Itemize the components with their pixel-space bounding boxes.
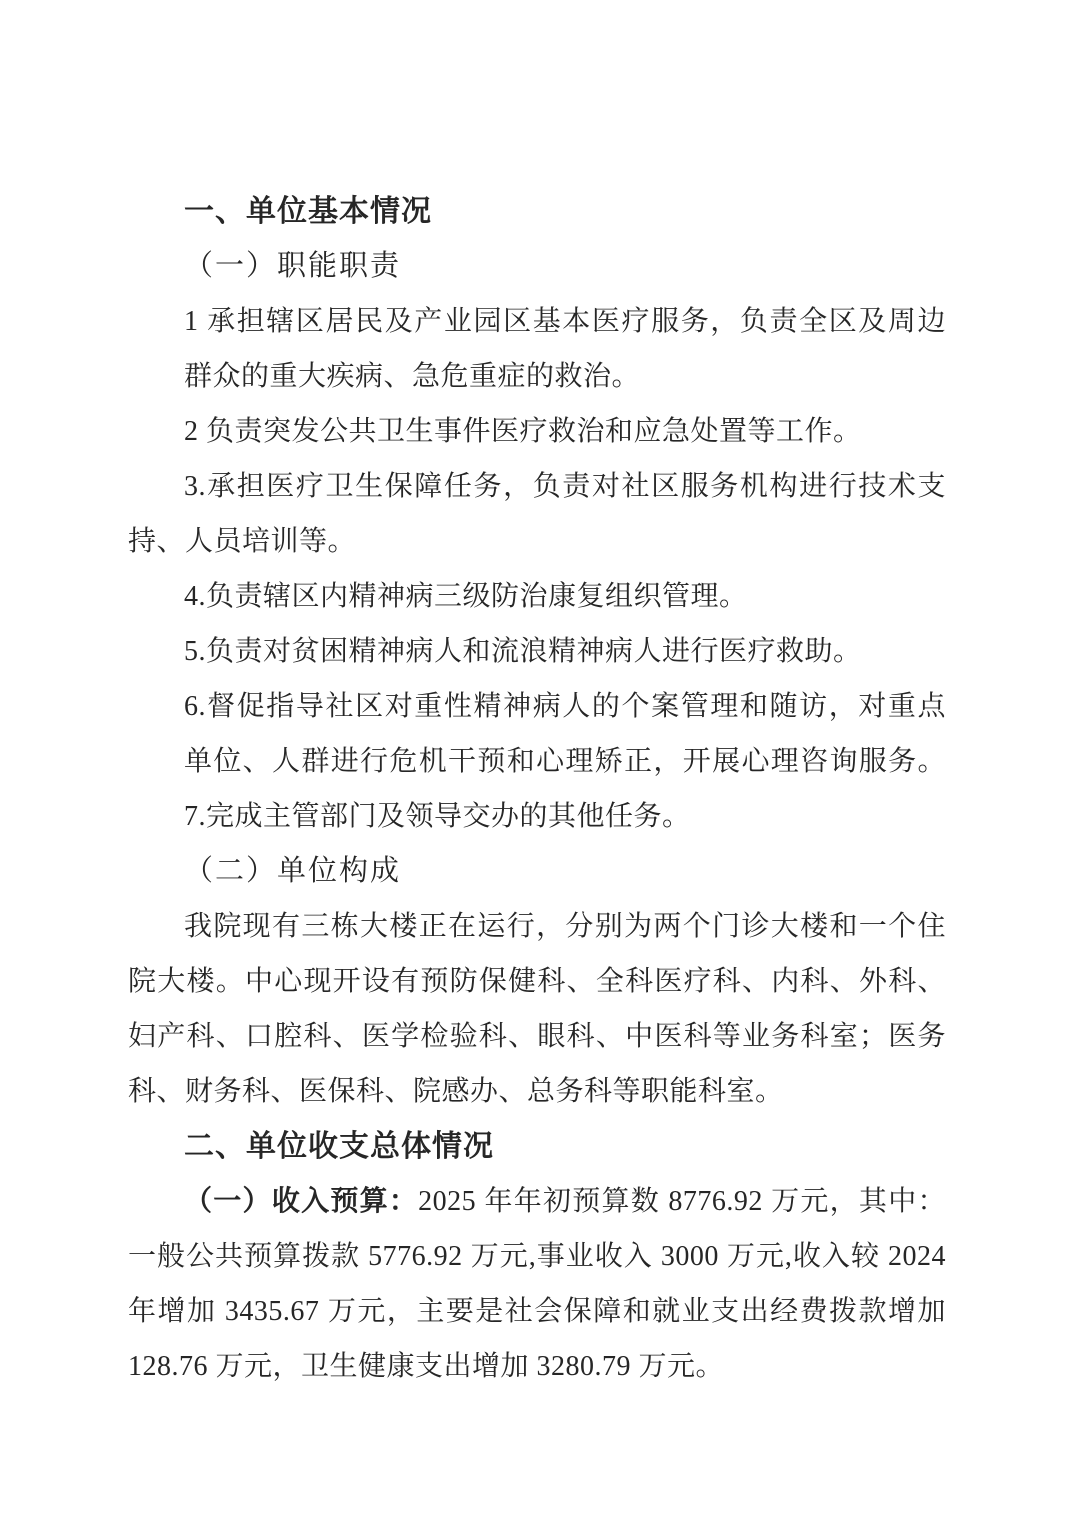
- line-text: 2025 年年初预算数 8776.92 万元，其中：: [418, 1186, 946, 1217]
- text-line: 单位、人群进行危机干预和心理矫正，开展心理咨询服务。: [184, 746, 946, 777]
- text-line: [128, 1174, 946, 1229]
- section-heading: 二、单位收支总体情况: [184, 1130, 494, 1163]
- text-line: 1 承担辖区居民及产业园区基本医疗服务，负责全区及周边: [184, 306, 946, 337]
- text-line: 群众的重大疾病、急危重症的救治。: [184, 361, 641, 392]
- text-line: 院大楼。中心现开设有预防保健科、全科医疗科、内科、外科、: [128, 966, 946, 997]
- sub-heading: （一）职能职责: [184, 250, 402, 282]
- document-body: [128, 184, 946, 1394]
- sub-heading: （二）单位构成: [184, 855, 402, 887]
- text-line: 7.完成主管部门及领导交办的其他任务。: [184, 801, 691, 832]
- text-line: 年增加 3435.67 万元，主要是社会保障和就业支出经费拨款增加: [128, 1296, 946, 1327]
- text-line: 科、财务科、医保科、院感办、总务科等职能科室。: [128, 1076, 784, 1107]
- text-line: 6.督促指导社区对重性精神病人的个案管理和随访，对重点: [184, 691, 946, 722]
- text-line: 3.承担医疗卫生保障任务，负责对社区服务机构进行技术支: [184, 471, 946, 502]
- line-label: （一）收入预算：: [184, 1186, 419, 1217]
- text-line: 妇产科、口腔科、医学检验科、眼科、中医科等业务科室；医务: [128, 1021, 946, 1052]
- text-line: 2 负责突发公共卫生事件医疗救治和应急处置等工作。: [184, 416, 862, 447]
- text-line: 一般公共预算拨款 5776.92 万元,事业收入 3000 万元,收入较 2024: [128, 1241, 946, 1272]
- text-line: 4.负责辖区内精神病三级防治康复组织管理。: [184, 581, 748, 612]
- text-line: 128.76 万元，卫生健康支出增加 3280.79 万元。: [128, 1351, 725, 1382]
- text-line: 5.负责对贫困精神病人和流浪精神病人进行医疗救助。: [184, 636, 862, 667]
- text-line: 我院现有三栋大楼正在运行，分别为两个门诊大楼和一个住: [184, 911, 946, 942]
- text-line: 持、人员培训等。: [128, 526, 357, 557]
- section-heading: 一、单位基本情况: [184, 195, 432, 228]
